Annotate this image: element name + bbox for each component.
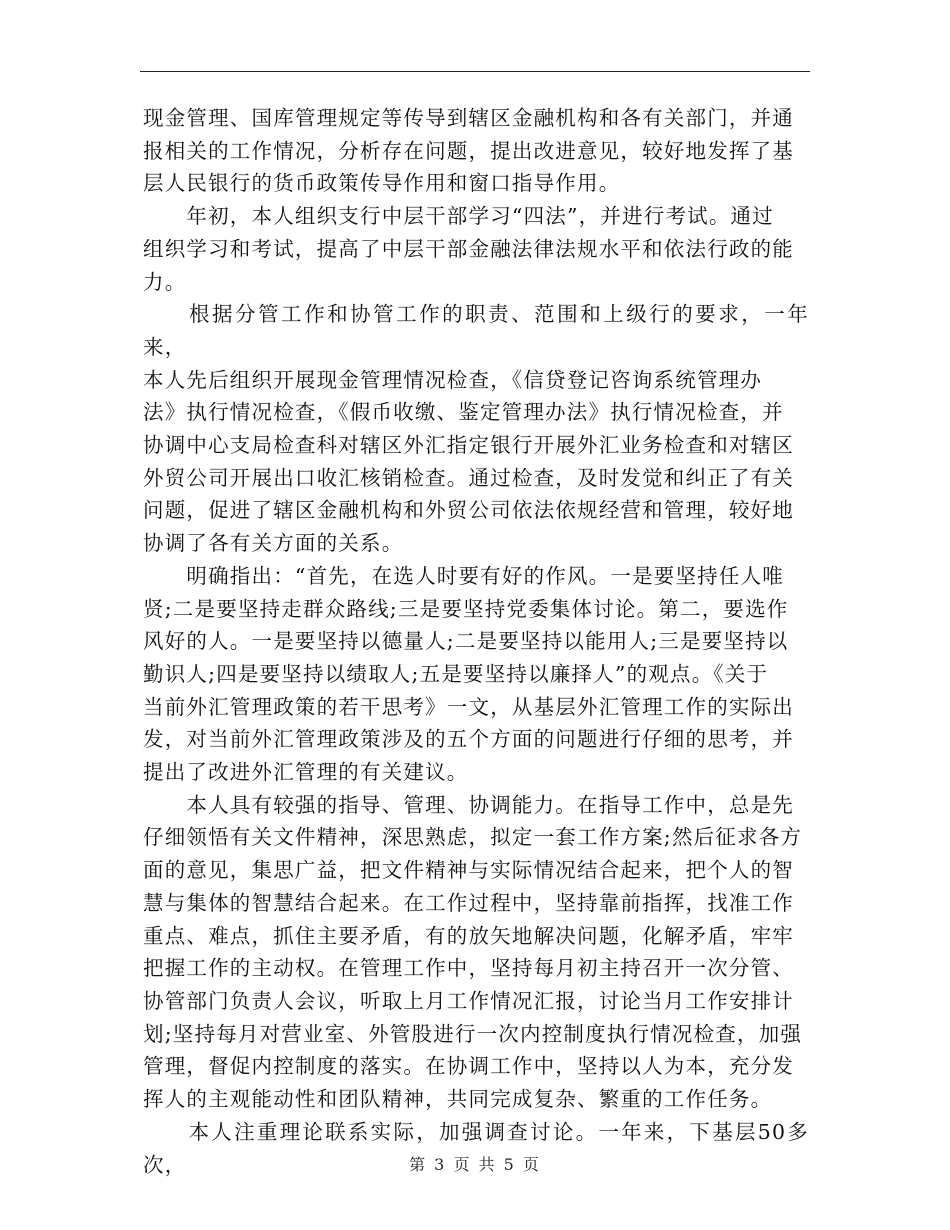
paragraph: 本人注重理论联系实际，加强调查讨论。一年来，下基层50多次， xyxy=(143,1119,809,1177)
paragraph: 根据分管工作和协管工作的职责、范围和上级行的要求，一年来， 本人先后组织开展现金管理情况检查，《信贷登记咨询系统管理办 法》执行情况检查，《假币收缴、鉴定管理办法》执行情况检查，并 协调中心支局检查科对辖区外汇指定银行开展外汇业务检查和对辖区 外贸公司开展出口收汇核销检查。通过检查，及时发觉和纠正了有关 问题，促进了辖区金融机构和外贸公司依法依规经营和管理，较好地 协调了各有关方面的关系。 xyxy=(143,302,809,556)
paragraph: 现金管理、国库管理规定等传导到辖区金融机构和各有关部门，并通 报相关的工作情况，分析存在问题，提出改进意见，较好地发挥了基 层人民银行的货币政策传导作用和窗口指导作用。 xyxy=(143,106,794,196)
paragraph: 年初，本人组织支行中层干部学习“四法”，并进行考试。通过 组织学习和考试，提高了中层干部金融法律法规水平和依法行政的能 力。 xyxy=(143,204,794,294)
header-rule xyxy=(140,71,810,72)
paragraph: 明确指出：“首先，在选人时要有好的作风。一是要坚持任人唯 贤;二是要坚持走群众路线;三是要坚持党委集体讨论。第二，要选作 风好的人。一是要坚持以德量人;二是要坚持以能用人;三是要坚持以 勤识人;四是要坚持以绩取人;五是要坚持以廉择人”的观点。《关于 当前外汇管理政策的若干思考》一文，从基层外汇管理工作的实际出 发，对当前外汇管理政策涉及的五个方面的问题进行仔细的思考，并 提出了改进外汇管理的有关建议。 xyxy=(143,563,794,785)
page-number: 第 3 页 共 5 页 xyxy=(409,1155,541,1174)
paragraph: 本人具有较强的指导、管理、协调能力。在指导工作中，总是先 仔细领悟有关文件精神，深思熟虑，拟定一套工作方案;然后征求各方 面的意见，集思广益，把文件精神与实际情况结合起来，把个人的智 慧与集体的智慧结合起来。在工作过程中，坚持靠前指挥，找准工作 重点、难点，抓住主要矛盾，有的放矢地解决问题，化解矛盾，牢牢 把握工作的主动权。在管理工作中，坚持每月初主持召开一次分管、 协管部门负责人会议，听取上月工作情况汇报，讨论当月工作安排计 划;坚持每月对营业室、外管股进行一次内控制度执行情况检查，加强 管理，督促内控制度的落实。在协调工作中，坚持以人为本，充分发 挥人的主观能动性和团队精神，共同完成复杂、繁重的工作任务。 xyxy=(143,792,803,1112)
body-text xyxy=(143,102,809,1181)
